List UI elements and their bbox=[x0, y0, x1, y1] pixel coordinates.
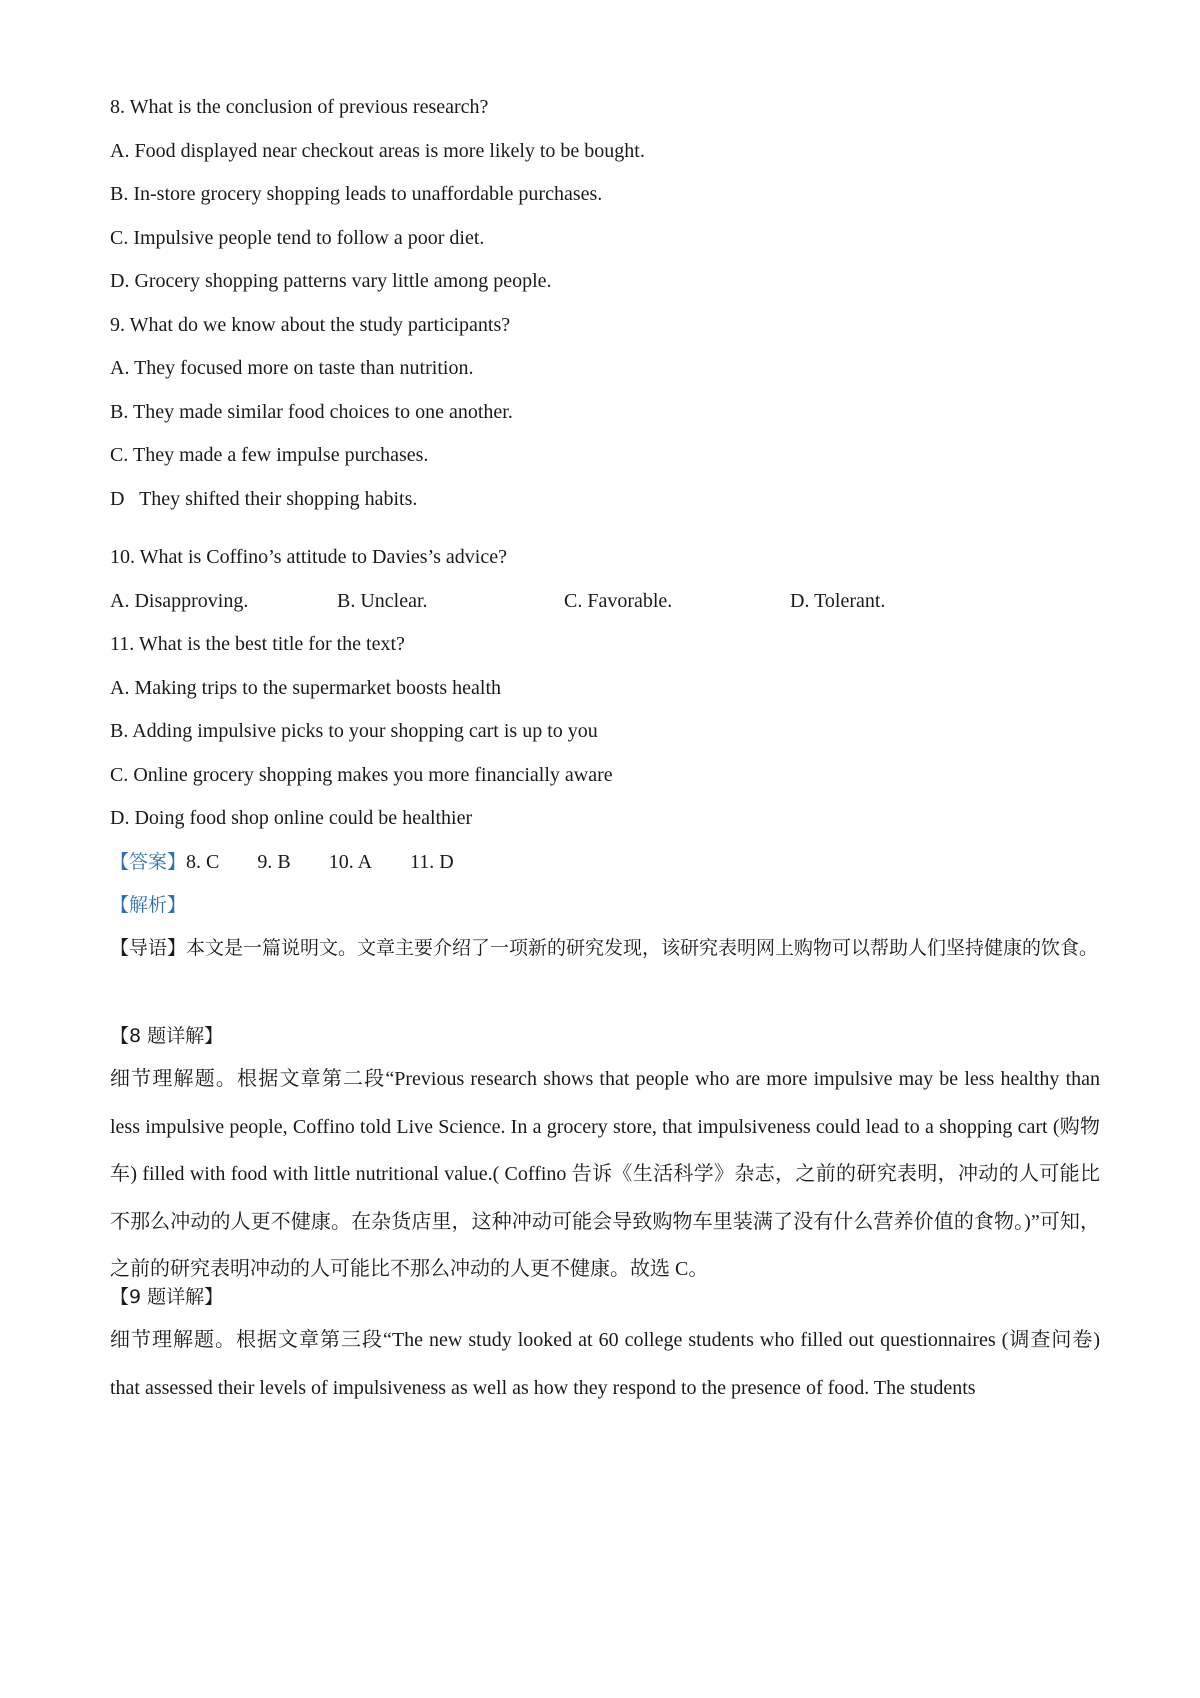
answer-item: 9. B bbox=[257, 851, 291, 873]
q11-option-c: C. Online grocery shopping makes you more financially aware bbox=[110, 764, 613, 786]
q8-option-c: C. Impulsive people tend to follow a poor diet. bbox=[110, 227, 485, 249]
q10-option-a: A. Disapproving. bbox=[110, 590, 249, 612]
answer-item: 10. A bbox=[328, 851, 373, 873]
q11-stem: 11. What is the best title for the text? bbox=[110, 633, 405, 655]
intro-text: 本文是一篇说明文。文章主要介绍了一项新的研究发现，该研究表明网上购物可以帮助人们坚持健康的饮食。 bbox=[186, 937, 1099, 959]
detail8-label: 【8 题详解】 bbox=[110, 1025, 224, 1047]
q11-option-d: D. Doing food shop online could be healthier bbox=[110, 807, 473, 829]
q11-option-a: A. Making trips to the supermarket boosts health bbox=[110, 677, 502, 699]
q9-option-d: D They shifted their shopping habits. bbox=[110, 488, 418, 510]
q9-option-a: A. They focused more on taste than nutrition. bbox=[110, 357, 474, 379]
q8-stem: 8. What is the conclusion of previous research? bbox=[110, 96, 489, 118]
q8-option-b: B. In-store grocery shopping leads to unaffordable purchases. bbox=[110, 183, 603, 205]
intro-paragraph bbox=[110, 925, 1100, 973]
q10-option-c: C. Favorable. bbox=[564, 590, 673, 612]
q10-option-d: D. Tolerant. bbox=[790, 590, 886, 612]
answer-item: 11. D bbox=[410, 851, 454, 873]
detail8-text: 细节理解题。根据文章第二段“Previous research shows that people who are more impulsive may be less healthy than less impulsive people, Coffino told Live Science. In a grocery store, that impulsiveness could lead to a shopping cart (购物车) filled with food with little nutritional value.( Coffino 告诉《生活科学》杂志，之前的研究表明，冲动的人可能比不那么冲动的人更不健康。在杂货店里，这种冲动可能会导致购物车里装满了没有什么营养价值的食物。)”可知，之前的研究表明冲动的人可能比不那么冲动的人更不健康。故选 C。 bbox=[110, 1068, 1100, 1280]
q8-option-d: D. Grocery shopping patterns vary little among people. bbox=[110, 270, 552, 292]
answer-label: 【答案】 bbox=[110, 851, 187, 873]
answer-line bbox=[110, 850, 492, 874]
q9-stem: 9. What do we know about the study participants? bbox=[110, 314, 511, 336]
q11-option-b: B. Adding impulsive picks to your shopping cart is up to you bbox=[110, 720, 598, 742]
q8-option-a: A. Food displayed near checkout areas is more likely to be bought. bbox=[110, 140, 645, 162]
q9-option-c: C. They made a few impulse purchases. bbox=[110, 444, 429, 466]
q9-option-b: B. They made similar food choices to one another. bbox=[110, 401, 513, 423]
analysis-label: 【解析】 bbox=[110, 894, 187, 916]
q10-stem: 10. What is Coffino’s attitude to Davies’s advice? bbox=[110, 546, 507, 568]
q10-option-b: B. Unclear. bbox=[337, 590, 428, 612]
answer-item: 8. C bbox=[186, 851, 220, 873]
detail9-label: 【9 题详解】 bbox=[110, 1286, 224, 1308]
intro-label: 【导语】 bbox=[110, 937, 187, 959]
detail9-text: 细节理解题。根据文章第三段“The new study looked at 60 college students who filled out questionnaires (调查问卷) that assessed their levels of impulsiveness as well as how they respond to the presence of food. The students bbox=[110, 1329, 1100, 1399]
